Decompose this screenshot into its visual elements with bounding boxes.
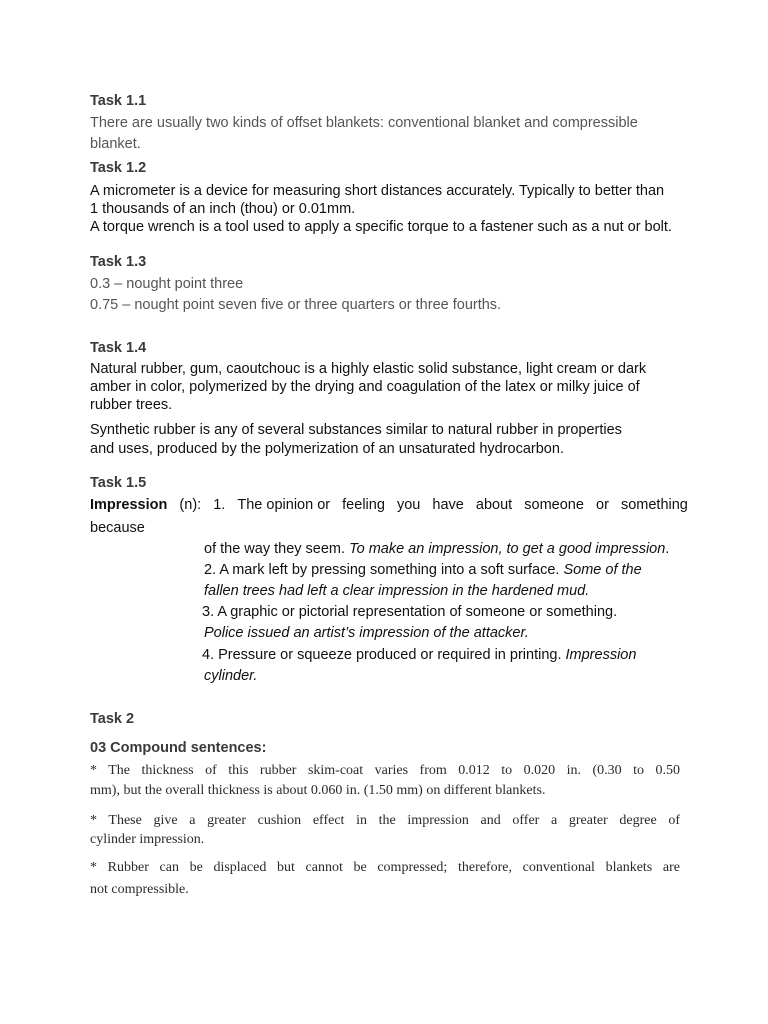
definition-3-example-line bbox=[204, 625, 529, 641]
definition-2-text: 2. A mark left by pressing something into a soft surface. bbox=[204, 562, 560, 578]
definition-word: or bbox=[596, 497, 609, 513]
task-1-4-line-1: Natural rubber, gum, caoutchouc is a highly elastic solid substance, light cream or dark bbox=[90, 361, 647, 377]
definition-1-continued bbox=[204, 541, 669, 557]
task-1-4-line-5: and uses, produced by the polymerization of an unsaturated hydrocarbon. bbox=[90, 441, 564, 457]
impression-term: Impression bbox=[90, 497, 168, 513]
definition-3 bbox=[202, 604, 617, 620]
sentence-3-line-2: not compressible. bbox=[90, 882, 189, 897]
task-2-heading: Task 2 bbox=[90, 711, 135, 727]
task-1-2-heading: Task 1.2 bbox=[90, 160, 147, 176]
definition-2-example-b: fallen trees had left a clear impression in the hardened mud. bbox=[204, 583, 590, 599]
task-2-subheading: 03 Compound sentences: bbox=[90, 740, 267, 756]
part-of-speech: (n): bbox=[179, 497, 202, 513]
task-1-4-line-4: Synthetic rubber is any of several substances similar to natural rubber in properties bbox=[90, 422, 622, 438]
definition-1-period: . bbox=[665, 541, 670, 557]
definition-1-text: of the way they seem. bbox=[204, 541, 346, 557]
definition-2 bbox=[204, 562, 642, 578]
definition-4-example-a: Impression bbox=[565, 647, 637, 663]
task-1-5-heading: Task 1.5 bbox=[90, 475, 147, 491]
definition-word: you bbox=[396, 497, 421, 513]
task-1-1-heading: Task 1.1 bbox=[90, 93, 147, 109]
definition-3-text: 3. A graphic or pictorial representation of someone or something. bbox=[202, 604, 618, 620]
definition-4 bbox=[202, 647, 636, 663]
impression-definition-line bbox=[90, 497, 688, 513]
task-1-2-line-1: A micrometer is a device for measuring short distances accurately. Typically to better than bbox=[90, 183, 665, 199]
task-1-2-line-2: 1 thousands of an inch (thou) or 0.01mm. bbox=[90, 201, 356, 217]
definition-4-text: 4. Pressure or squeeze produced or required in printing. bbox=[202, 647, 562, 663]
sentence-2-line-2: cylinder impression. bbox=[90, 832, 205, 847]
definition-3-example: Police issued an artist’s impression of the attacker. bbox=[204, 625, 529, 641]
definition-2-example-a: Some of the bbox=[563, 562, 642, 578]
sentence-1-line-1: * The thickness of this rubber skim-coat varies from 0.012 to 0.020 in. (0.30 to 0.50 bbox=[90, 763, 680, 778]
definition-4-example-continued bbox=[204, 668, 257, 684]
task-1-4-line-2: amber in color, polymerized by the drying and coagulation of the latex or milky juice of bbox=[90, 379, 640, 395]
definition-word: The opinion or bbox=[237, 497, 331, 513]
task-1-4-heading: Task 1.4 bbox=[90, 340, 147, 356]
definition-word: something bbox=[620, 497, 688, 513]
definition-4-example-b: cylinder. bbox=[204, 668, 258, 684]
definition-word: have bbox=[432, 497, 464, 513]
task-1-3-line-1: 0.3 – nought point three bbox=[90, 276, 244, 292]
definition-number-1: 1. bbox=[213, 497, 226, 513]
task-1-3-heading: Task 1.3 bbox=[90, 254, 147, 270]
definition-1-example: To make an impression, to get a good impression bbox=[349, 541, 666, 557]
sentence-2-line-1: * These give a greater cushion effect in the impression and offer a greater degree of bbox=[90, 813, 680, 828]
definition-word: feeling bbox=[342, 497, 385, 513]
definition-because: because bbox=[90, 520, 145, 536]
task-1-3-line-2: 0.75 – nought point seven five or three quarters or three fourths. bbox=[90, 297, 502, 313]
task-1-4-line-3: rubber trees. bbox=[90, 397, 173, 413]
definition-2-example-continued bbox=[204, 583, 589, 599]
task-1-2-line-3: A torque wrench is a tool used to apply a specific torque to a fastener such as a nut or bolt. bbox=[90, 219, 672, 235]
sentence-1-line-2: mm), but the overall thickness is about 0.060 in. (1.50 mm) on different blankets. bbox=[90, 783, 546, 798]
definition-word: someone bbox=[524, 497, 584, 513]
task-1-1-line-1: There are usually two kinds of offset blankets: conventional blanket and compressible bbox=[90, 115, 638, 131]
task-1-1-line-2: blanket. bbox=[90, 136, 141, 152]
sentence-3-line-1: * Rubber can be displaced but cannot be compressed; therefore, conventional blankets are bbox=[90, 860, 680, 875]
definition-word: about bbox=[475, 497, 513, 513]
